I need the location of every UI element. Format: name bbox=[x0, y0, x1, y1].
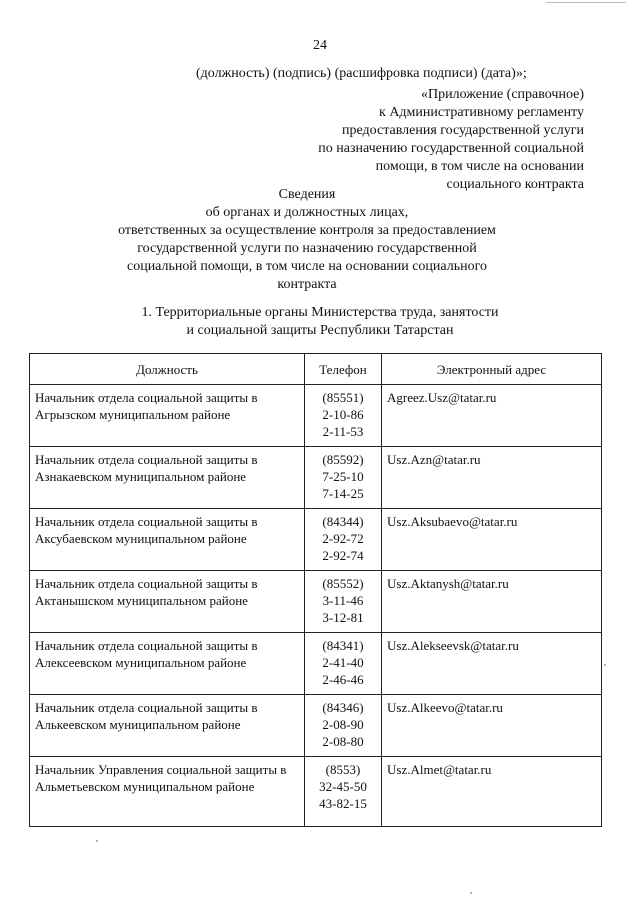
phone-cell bbox=[305, 447, 382, 509]
heading-line: контракта bbox=[277, 277, 337, 292]
scan-speck bbox=[470, 892, 472, 894]
signature-caption: (должность) (подпись) (расшифровка подписи) (дата)»; bbox=[196, 66, 527, 81]
contacts-table bbox=[29, 353, 602, 827]
phone-number: 2-41-40 bbox=[322, 655, 364, 670]
email-cell: Usz.Almet@tatar.ru bbox=[382, 757, 602, 827]
document-heading bbox=[72, 186, 542, 294]
scan-speck bbox=[96, 840, 98, 842]
phone-number: 2-46-46 bbox=[322, 672, 364, 687]
email-cell: Usz.Aktanysh@tatar.ru bbox=[382, 571, 602, 633]
phone-number: 32-45-50 bbox=[319, 779, 367, 794]
phone-number: 2-92-72 bbox=[322, 531, 364, 546]
heading-line: государственной услуги по назначению государственной bbox=[137, 241, 477, 256]
phone-code: (85551) bbox=[322, 390, 364, 405]
phone-cell bbox=[305, 571, 382, 633]
page-number: 24 bbox=[313, 38, 327, 53]
table-row bbox=[30, 385, 602, 447]
email-cell: Usz.Alkeevo@tatar.ru bbox=[382, 695, 602, 757]
phone-number: 3-11-46 bbox=[322, 593, 364, 608]
phone-cell bbox=[305, 633, 382, 695]
email-cell: Usz.Aksubaevo@tatar.ru bbox=[382, 509, 602, 571]
phone-code: (84344) bbox=[322, 514, 364, 529]
phone-code: (8553) bbox=[325, 762, 361, 777]
phone-code: (84346) bbox=[322, 700, 364, 715]
position-cell: Начальник отдела социальной защиты в Агрызском муниципальном районе bbox=[30, 385, 305, 447]
section-title bbox=[60, 304, 580, 340]
section-line: 1. Территориальные органы Министерства труда, занятости bbox=[141, 305, 499, 320]
position-cell: Начальник Управления социальной защиты в Альметьевском муниципальном районе bbox=[30, 757, 305, 827]
phone-number: 7-25-10 bbox=[322, 469, 364, 484]
table-row bbox=[30, 757, 602, 827]
table-row bbox=[30, 447, 602, 509]
position-cell: Начальник отдела социальной защиты в Актанышском муниципальном районе bbox=[30, 571, 305, 633]
position-cell: Начальник отдела социальной защиты в Алькеевском муниципальном районе bbox=[30, 695, 305, 757]
phone-number: 2-11-53 bbox=[322, 424, 364, 439]
table-row bbox=[30, 509, 602, 571]
appendix-line: по назначению государственной социальной bbox=[318, 141, 584, 156]
scan-edge-mark bbox=[546, 2, 626, 3]
appendix-line: «Приложение (справочное) bbox=[421, 87, 584, 102]
phone-number: 7-14-25 bbox=[322, 486, 364, 501]
table-header-row bbox=[30, 354, 602, 385]
position-cell: Начальник отдела социальной защиты в Аксубаевском муниципальном районе bbox=[30, 509, 305, 571]
position-cell: Начальник отдела социальной защиты в Алексеевском муниципальном районе bbox=[30, 633, 305, 695]
phone-number: 2-08-80 bbox=[322, 734, 364, 749]
email-cell: Agreez.Usz@tatar.ru bbox=[382, 385, 602, 447]
phone-number: 2-92-74 bbox=[322, 548, 364, 563]
phone-code: (85552) bbox=[322, 576, 364, 591]
column-header-position: Должность bbox=[30, 354, 305, 385]
appendix-line: предоставления государственной услуги bbox=[342, 123, 584, 138]
appendix-line: социального контракта bbox=[446, 177, 584, 192]
phone-cell bbox=[305, 385, 382, 447]
heading-line: об органах и должностных лицах, bbox=[205, 205, 409, 220]
appendix-note bbox=[318, 86, 584, 194]
heading-line: социальной помощи, в том числе на основании социального bbox=[126, 259, 487, 274]
phone-cell bbox=[305, 695, 382, 757]
table-row bbox=[30, 633, 602, 695]
position-cell: Начальник отдела социальной защиты в Азнакаевском муниципальном районе bbox=[30, 447, 305, 509]
phone-number: 2-10-86 bbox=[322, 407, 364, 422]
phone-number: 3-12-81 bbox=[322, 610, 364, 625]
phone-number: 43-82-15 bbox=[319, 796, 367, 811]
column-header-email: Электронный адрес bbox=[382, 354, 602, 385]
heading-line: Сведения bbox=[278, 187, 336, 202]
appendix-line: к Административному регламенту bbox=[379, 105, 584, 120]
email-cell: Usz.Alekseevsk@tatar.ru bbox=[382, 633, 602, 695]
phone-cell bbox=[305, 509, 382, 571]
column-header-phone: Телефон bbox=[305, 354, 382, 385]
phone-number: 2-08-90 bbox=[322, 717, 364, 732]
email-cell: Usz.Azn@tatar.ru bbox=[382, 447, 602, 509]
scan-speck bbox=[604, 664, 606, 666]
appendix-line: помощи, в том числе на основании bbox=[375, 159, 584, 174]
section-line: и социальной защиты Республики Татарстан bbox=[186, 323, 454, 338]
phone-cell bbox=[305, 757, 382, 827]
heading-line: ответственных за осуществление контроля за предоставлением bbox=[118, 223, 496, 238]
phone-code: (84341) bbox=[322, 638, 364, 653]
table-row bbox=[30, 695, 602, 757]
table-row bbox=[30, 571, 602, 633]
phone-code: (85592) bbox=[322, 452, 364, 467]
